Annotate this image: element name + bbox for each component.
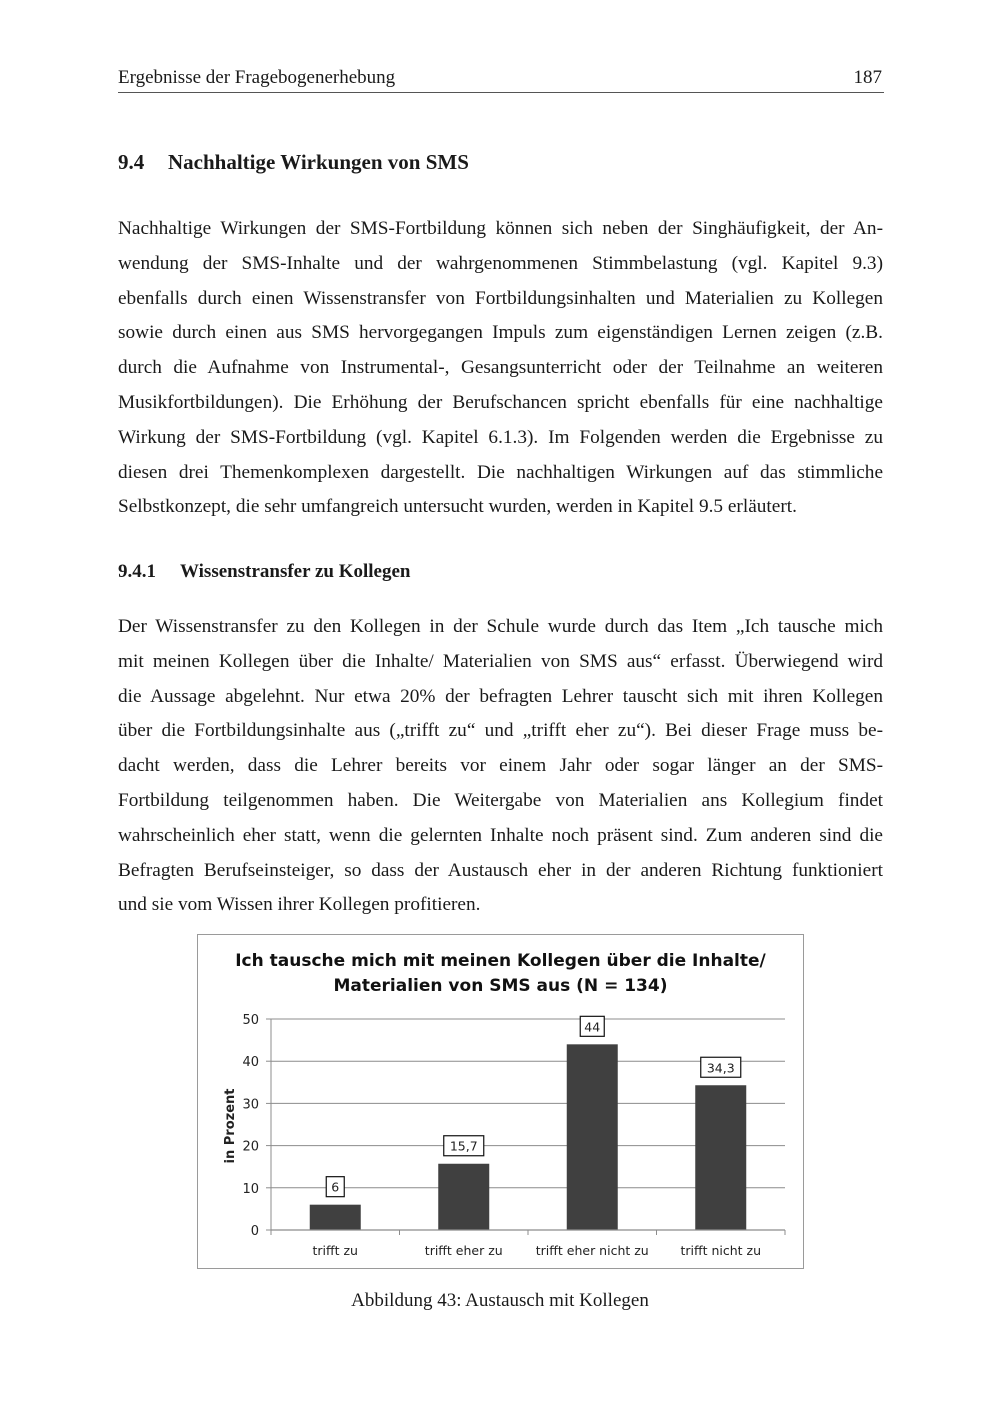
figure-caption: Abbildung 43: Austausch mit Kollegen: [351, 1290, 649, 1311]
section-title: Nachhaltige Wirkungen von SMS: [168, 150, 469, 174]
data-label: 44: [584, 1019, 601, 1035]
paragraph-line: sowie durch einen aus SMS hervorgegangen Impuls zum eigenständigen Lernen zeigen (z.B.: [118, 322, 883, 344]
paragraph-line: dacht werden, dass die Lehrer bereits vor einem Jahr oder sogar länger an der SMS-: [118, 755, 883, 777]
subsection-heading: [118, 561, 410, 583]
y-axis-label: in Prozent: [223, 1088, 238, 1164]
paragraph-line: Nachhaltige Wirkungen der SMS-Fortbildung können sich neben der Singhäufigkeit, der An-: [118, 218, 883, 239]
bar-chart-figure: [197, 934, 804, 1269]
paragraph-line: und sie vom Wissen ihrer Kollegen profitieren.: [118, 894, 481, 916]
paragraph-line: ebenfalls durch einen Wissenstransfer von Fortbildungsinhalten und Materialien zu Kollegen: [118, 287, 883, 309]
running-head: [118, 64, 884, 93]
paragraph-line: Befragten Berufseinsteiger, so dass der Austausch eher in der anderen Richtung funktioniert: [118, 859, 883, 881]
section-number: 9.4: [118, 150, 145, 174]
y-tick-label: 30: [242, 1097, 259, 1113]
data-label: 6: [331, 1179, 340, 1195]
section-heading: [118, 150, 469, 175]
y-tick-label: 40: [242, 1055, 259, 1071]
y-tick-label: 50: [242, 1013, 259, 1028]
y-tick-label: 10: [242, 1181, 259, 1197]
bar: [310, 1205, 361, 1230]
paragraph-line: mit meinen Kollegen über die Inhalte/ Materialien von SMS aus“ erfasst. Überwiegend wird: [118, 650, 883, 672]
chart-plot: [198, 935, 803, 1268]
y-tick-label: 0: [250, 1224, 259, 1239]
x-category-label: trifft eher nicht zu: [535, 1243, 649, 1258]
chart-title-line-1: Ich tausche mich mit meinen Kollegen über die Inhalte/: [235, 951, 766, 971]
chart-title-line-2: Materialien von SMS aus (N = 134): [333, 976, 668, 996]
subsection-title: Wissenstransfer zu Kollegen: [180, 561, 411, 582]
data-label: 15,7: [449, 1138, 478, 1154]
paragraph-line: wendung der SMS-Inhalte und der wahrgenommenen Stimmbelastung (vgl. Kapitel 9.3): [118, 252, 883, 274]
running-head-title: Ergebnisse der Fragebogenerhebung: [118, 67, 396, 88]
paragraph-line: Musikfortbildungen). Die Erhöhung der Berufschancen spricht ebenfalls für eine nachhaltige: [118, 391, 883, 413]
paragraph-line: Wirkung der SMS-Fortbildung (vgl. Kapitel 6.1.3). Im Folgenden werden die Ergebnisse zu: [118, 426, 883, 448]
paragraph-line: Selbstkonzept, die sehr umfangreich untersucht wurden, werden in Kapitel 9.5 erläutert.: [118, 496, 797, 518]
section-paragraph: [118, 212, 883, 525]
paragraph-line: Fortbildung teilgenommen haben. Die Weitergabe von Materialien ans Kollegium findet: [118, 789, 883, 811]
bar: [438, 1164, 489, 1230]
subsection-number: 9.4.1: [118, 561, 156, 582]
paragraph-line: diesen drei Themenkomplexen dargestellt. Die nachhaltigen Wirkungen auf das stimmliche: [118, 461, 883, 483]
paragraph-line: durch die Aufnahme von Instrumental-, Gesangsunterricht oder der Teilnahme an weiteren: [118, 357, 883, 379]
paragraph-line: wahrscheinlich eher statt, wenn die gelernten Inhalte noch präsent sind. Zum anderen sind die: [118, 824, 883, 846]
subsection-paragraph: [118, 610, 883, 923]
paragraph-line: Der Wissenstransfer zu den Kollegen in der Schule wurde durch das Item „Ich tausche mich: [118, 616, 883, 637]
paragraph-line: über die Fortbildungsinhalte aus („trifft zu“ und „trifft eher zu“). Bei dieser Frage muss be-: [118, 720, 883, 742]
paragraph-line: die Aussage abgelehnt. Nur etwa 20% der befragten Lehrer tauscht sich mit ihren Kollegen: [118, 685, 883, 707]
bar: [695, 1085, 746, 1230]
x-category-label: trifft eher zu: [424, 1243, 503, 1258]
x-category-label: trifft zu: [312, 1243, 358, 1258]
x-category-label: trifft nicht zu: [680, 1243, 762, 1258]
y-tick-label: 20: [242, 1139, 259, 1155]
bar: [567, 1044, 618, 1230]
data-label: 34,3: [706, 1060, 735, 1076]
page-number: 187: [853, 67, 882, 88]
